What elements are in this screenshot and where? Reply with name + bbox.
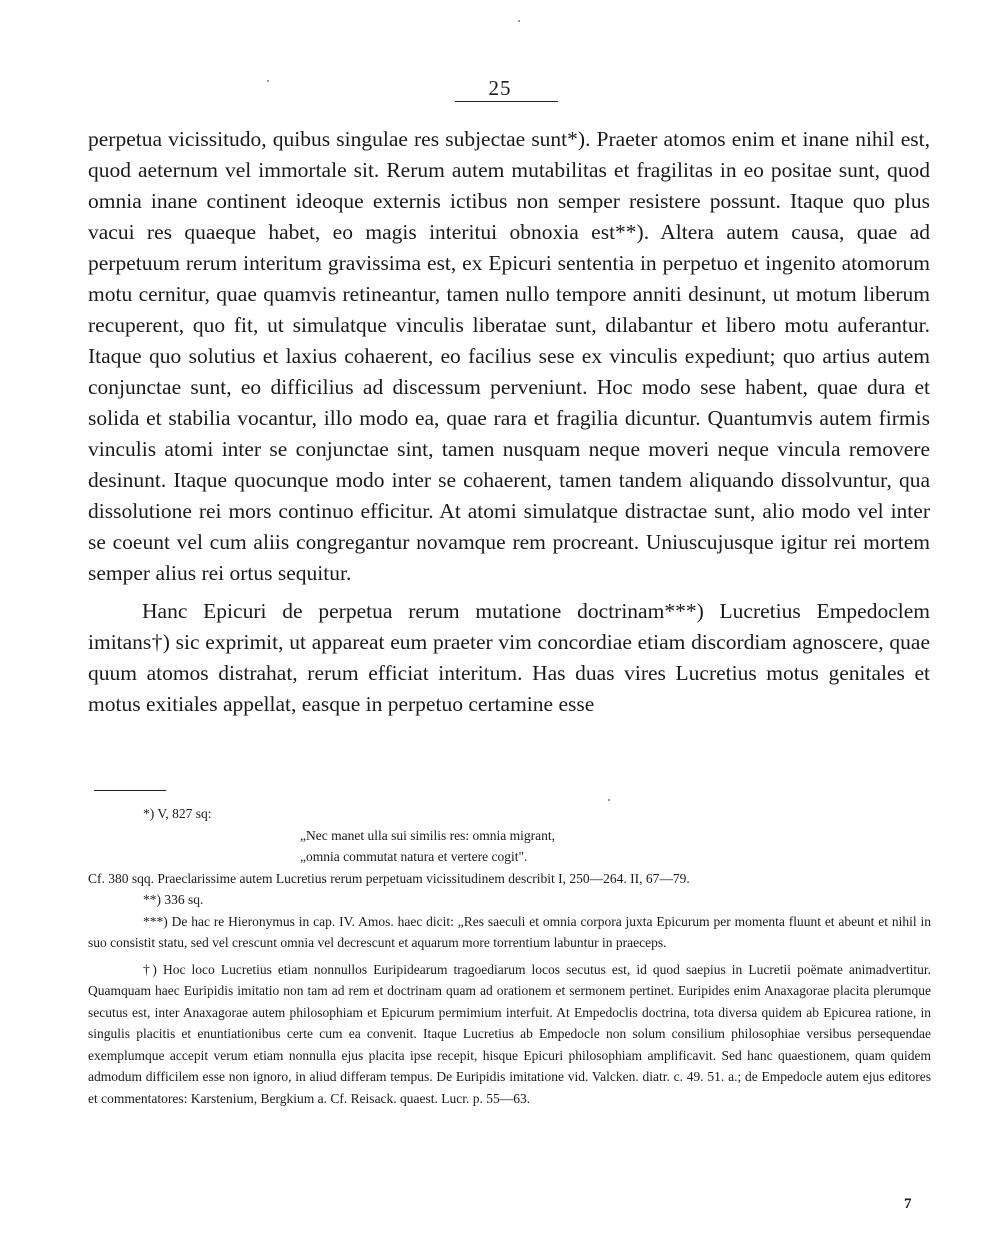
paper-speck — [518, 20, 520, 22]
footnote-1-cf: Cf. 380 sqq. Praeclarissime autem Lucretius rerum perpetuam vicissitudinem describit I, 250—264. II, 67—79. — [88, 870, 690, 886]
footnote-1-quote-line-2: „omnia commutat natura et vertere cogit". — [300, 849, 528, 864]
body-paragraph-1: perpetua vicissitudo, quibus singulae res subjectae sunt*). Praeter atomos enim et inane nihil est, quod aeternum vel immortale sit. Rerum autem mutabilitas et fragilitas in eo positae sunt, quod omnia inane continent ideoque externis ictibus non semper resistere possunt. Itaque quo plus vacui res quaeque habet, eo magis interitui obnoxia est**). Altera autem causa, quae ad perpetuum rerum interitum gravissima est, ex Epicuri sententia in perpetuo et ingenito atomorum motu cernitur, quae quamvis retineantur, tamen nullo tempore anniti desinunt, ut motum liberum recuperent, quo fit, ut simulatque vinculis liberatae sunt, dilabantur et libero motu auferantur. Itaque quo solutius et laxius cohaerent, eo facilius sese ex vinculis expediunt; quo artius autem conjunctae sunt, eo difficilius ad discessum perveniunt. Hoc modo sese habent, quae dura et solida et stabilia vocantur, illo modo ea, quae rara et fragilia dicuntur. Quantumvis autem firmis vinculis atomi inter se conjunctae sint, tamen nusquam neque moveri neque vincula removere desinunt. Itaque quocunque modo inter se cohaerent, tamen tandem aliquando dissolvuntur, qua dissolutione rei mors continuo efficitur. At atomi simulatque distractae sunt, alio modo vel inter se coeunt vel cum aliis congregantur novamque rem procreant. Uniuscujusque igitur rei mortem semper alius rei ortus sequitur. — [88, 127, 930, 585]
footnotes — [88, 803, 931, 1109]
footnote-separator — [94, 790, 166, 791]
footnote-4: †) Hoc loco Lucretius etiam nonnullos Euripidearum tragoediarum locos secutus est, id quod saepius in Lucretii poëmate animadvertitur. Quamquam haec Euripidis imitatio non tam ad rem et doctrinam quam ad orationem et sermonem pertinet. Euripides enim Anaxagorae placita plerumque secutus est, inter Anaxagorae autem philosophiam et Epicurum permimium interfuit. At Empedoclis doctrina, tota diversa quidem ab Epicurea ratione, in singulis placitis et enuntiationibus certe cum ea convenit. Itaque Lucretius ab Empedocle non solum consilium philosophiae versibus persequendae exemplumque accepit verum etiam nonnulla ejus placita ipse recepit, hisque Epicuri philosophiam amplificavit. Sed hanc quaestionem, quam quidem admodum difficilem esse non ignoro, in aliud differam tempus. De Euripidis imitatione vid. Valcken. diatr. c. 49. 51. a.; de Empedocle autem ejus editores et commentatores: Karstenium, Bergkium a. Cf. Reisack. quaest. Lucr. p. 55—63. — [88, 961, 931, 1106]
footnote-1-quote-line-1: „Nec manet ulla sui similis res: omnia migrant, — [300, 827, 555, 843]
printer-signature-mark: 7 — [904, 1196, 912, 1212]
page-number: 25 — [488, 76, 512, 100]
footnote-2: **) 336 sq. — [143, 892, 204, 907]
paper-speck — [267, 80, 269, 82]
paper-speck — [608, 799, 610, 801]
main-text — [88, 124, 930, 720]
footnote-1-reference: *) V, 827 sq: — [143, 806, 212, 821]
page-number-rule — [455, 101, 558, 102]
footnote-3: ***) De hac re Hieronymus in cap. IV. Amos. haec dicit: „Res saeculi et omnia corpora juxta Epicurum per momenta fluunt et abeunt et nihil in suo consistit statu, sed vel crescunt omnia vel decrescunt et aquarum more torrentium labuntur in praeceps. — [88, 913, 931, 950]
body-paragraph-2: Hanc Epicuri de perpetua rerum mutatione doctrinam***) Lucretius Empedoclem imitans†) sic exprimit, ut appareat eum praeter vim concordiae etiam discordiam agnoscere, quae quum atomos distrahat, rerum efficiat interitum. Has duas vires Lucretius motus genitales et motus exitiales appellat, easque in perpetuo certamine esse — [88, 599, 930, 716]
